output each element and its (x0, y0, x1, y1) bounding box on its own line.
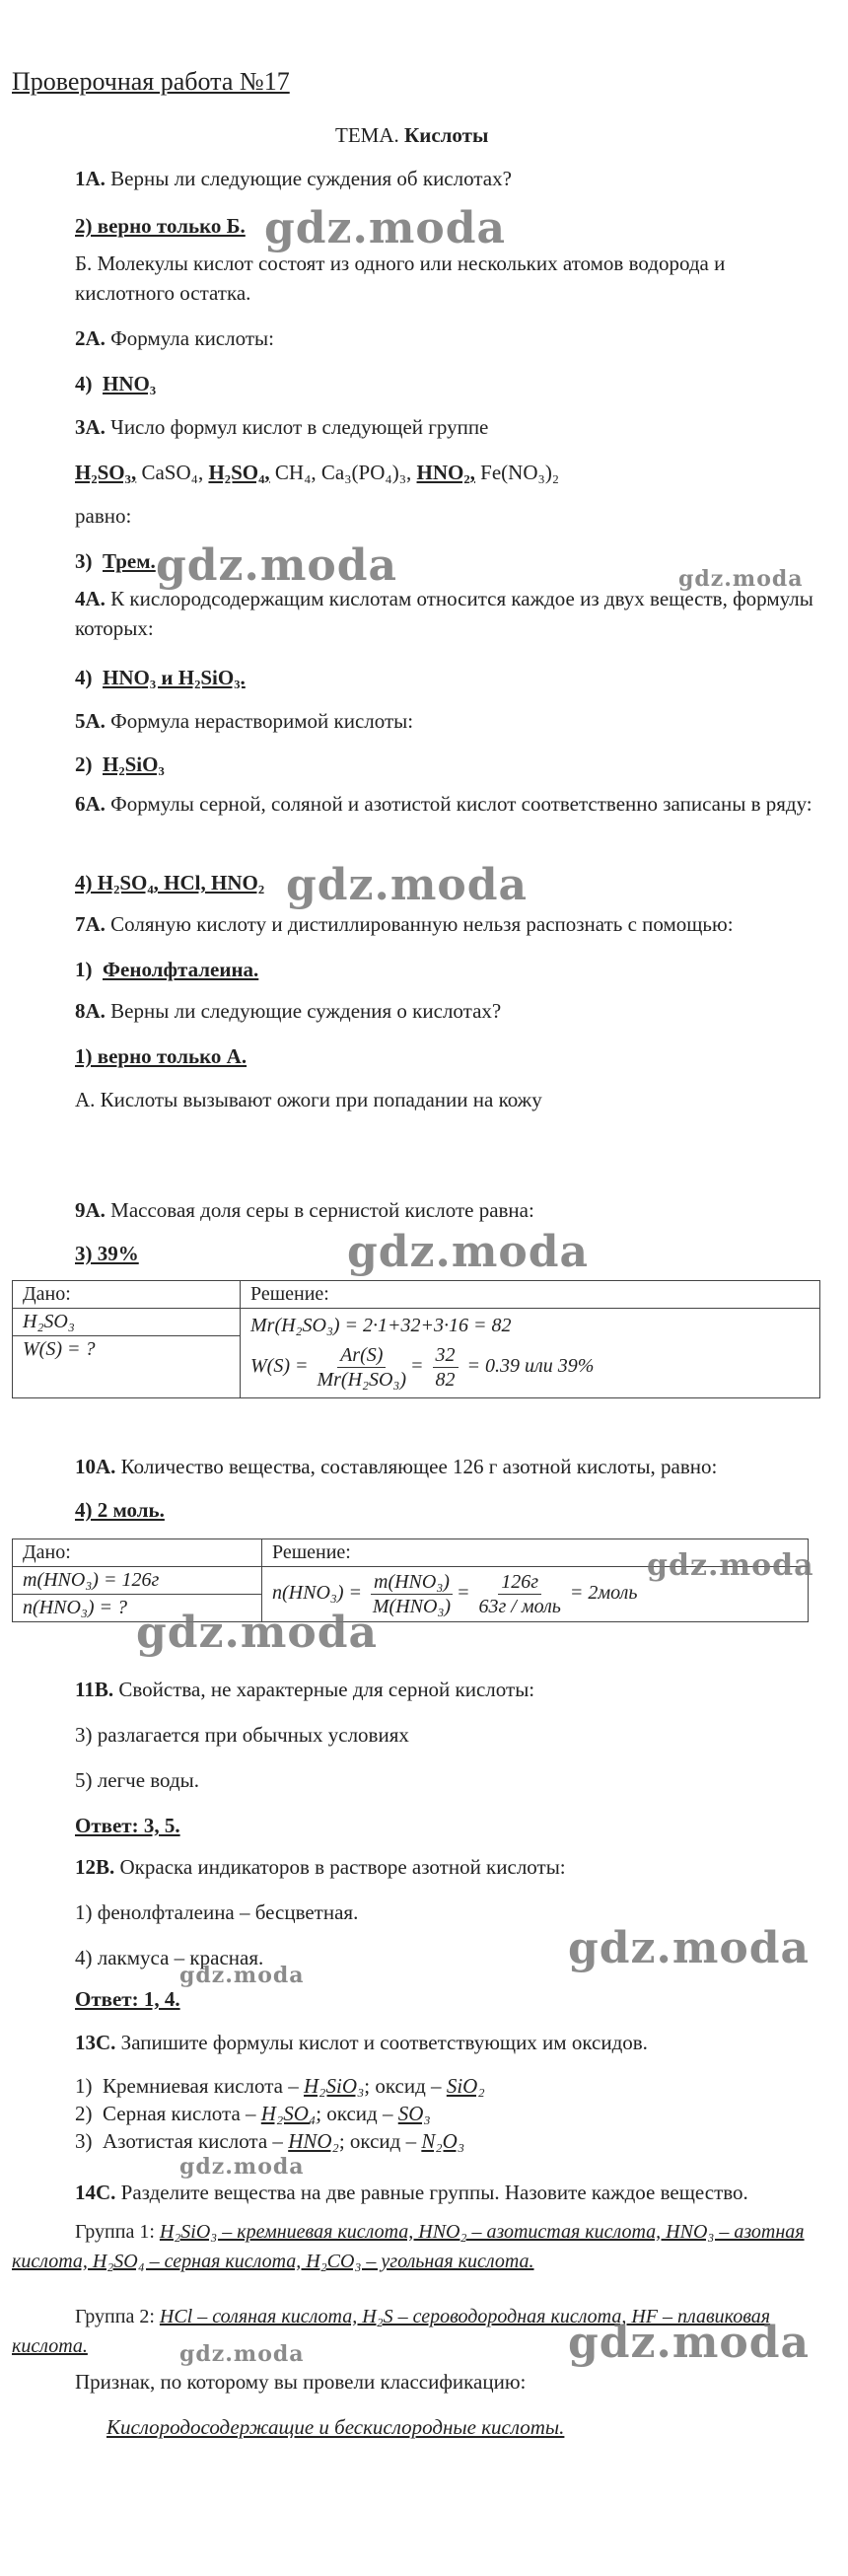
question-number: 13С. (75, 2031, 116, 2054)
question-text: Разделите вещества на две равные группы. Назовите каждое вещество. (120, 2181, 748, 2204)
question-number: 6А. (75, 792, 106, 816)
question-text: К кислородсодержащим кислотам относится каждое из двух веществ, формулы которых: (75, 587, 813, 640)
question-4 (75, 584, 824, 643)
answer-number: 4) (75, 372, 93, 395)
oxide-formula: N₂O₃ (421, 2129, 465, 2153)
question-number: 8А. (75, 999, 106, 1023)
question-1 (75, 166, 512, 191)
answer-3 (75, 548, 156, 574)
question-11 (75, 1677, 534, 1702)
formula: Fe(NO₃)₂ (480, 461, 560, 484)
topic (335, 122, 488, 148)
question-text: Массовая доля серы в сернистой кислоте равна: (110, 1198, 534, 1222)
page-title: Проверочная работа №17 (12, 67, 290, 96)
formula-left: W(S) = (250, 1355, 309, 1378)
watermark: gdz.moda (179, 2341, 305, 2367)
oxide-label: ; оксид – (338, 2129, 417, 2153)
fraction (478, 1570, 560, 1618)
oxide-label: ; оксид – (364, 2074, 442, 2098)
criterion-answer: Кислородосодержащие и бескислородные кислоты. (106, 2415, 565, 2439)
answer-9: 3) 39% (75, 1242, 139, 1265)
acid-name: Кремниевая кислота – (103, 2074, 299, 2098)
question-7 (75, 911, 734, 937)
question-text: Свойства, не характерные для серной кислоты: (118, 1678, 535, 1701)
solution-header: Решение: (241, 1281, 820, 1309)
row-number: 1) (75, 2074, 93, 2098)
numerator: m(HNO₃) (371, 1570, 453, 1595)
given-header: Дано: (13, 1539, 262, 1567)
answer-text: Трем. (103, 549, 156, 573)
group-content: HCl – соляная кислота, H₂S – сероводородная кислота, HF – плавиковая кислота. (12, 2306, 771, 2357)
answer-text: HNO₃ (103, 372, 157, 395)
question-number: 7А. (75, 912, 106, 936)
formula-acid: H₂SO₃, (75, 461, 137, 484)
list-item: 1) фенолфталеина – бесцветная. (75, 1900, 359, 1924)
question-text: Верны ли следующие суждения об кислотах? (110, 167, 512, 190)
answer-11: Ответ: 3, 5. (75, 1814, 180, 1837)
watermark: gdz.moda (264, 203, 507, 253)
explanation-8: А. Кислоты вызывают ожоги при попадании на кожу (75, 1088, 542, 1111)
answer-5 (75, 751, 165, 777)
formula-right: = 2моль (569, 1582, 638, 1605)
acid-row (75, 2073, 485, 2099)
denominator: Mr(H₂SO₃) (317, 1369, 407, 1391)
answer-2 (75, 371, 156, 396)
fraction (317, 1343, 406, 1392)
given-unknown: W(S) = ? (13, 1336, 241, 1398)
topic-label: ТЕМА. (335, 123, 399, 147)
numerator: Ar(S) (337, 1343, 386, 1368)
question-text: Верны ли следующие суждения о кислотах? (110, 999, 502, 1023)
given-mass: m(HNO₃) = 126г (13, 1567, 262, 1595)
formula-acid: H₂SO₄, (208, 461, 270, 484)
answer-number: 1) (75, 958, 93, 981)
denominator: M(HNO₃) (372, 1596, 452, 1617)
answer-number: 3) (75, 549, 93, 573)
answer-1: 2) верно только Б. (75, 214, 246, 238)
solution-body: n(HNO₃) = $\frac{\text{m(HNO₃)}}{\text{M(HNO₃)}}$ = $\frac{126г}{\text{63г / моль}}$ = 2моль (262, 1567, 809, 1622)
question-number: 14С. (75, 2181, 116, 2204)
question-text: Формулы серной, соляной и азотистой кислот соответственно записаны в ряду: (110, 792, 813, 816)
answer-8: 1) верно только А. (75, 1044, 247, 1068)
question-number: 4А. (75, 587, 106, 610)
given-formula: H₂SO₃ (13, 1309, 241, 1336)
question-number: 10А. (75, 1455, 116, 1478)
answer-number: 4) (75, 666, 93, 689)
oxide-formula: SO₃ (397, 2102, 431, 2125)
formula-left: n(HNO₃) = (272, 1582, 362, 1605)
oxide-label: ; оксид – (316, 2102, 393, 2125)
numerator: 32 (433, 1343, 459, 1368)
answer-4 (75, 665, 246, 690)
question-3 (75, 414, 488, 440)
formula-right: = 0.39 или 39% (466, 1355, 595, 1378)
group-label: Группа 1: (75, 2221, 155, 2243)
question-14 (75, 2180, 748, 2205)
watermark: gdz.moda (647, 1548, 814, 1583)
question-number: 2А. (75, 326, 106, 350)
answer-12: Ответ: 1, 4. (75, 1987, 180, 2011)
question-number: 1А. (75, 167, 106, 190)
watermark: gdz.moda (156, 540, 398, 591)
question-text: Соляную кислоту и дистиллированную нельзя распознать с помощью: (110, 912, 734, 936)
watermark: gdz.moda (286, 860, 529, 910)
group-content: H₂SiO₃ – кремниевая кислота, HNO₂ – азотистая кислота, HNO₃ – азотная кислота, H₂SO₄ – серная кислота, H₂CO₃ – угольная кислота. (12, 2221, 805, 2272)
question-text: Количество вещества, составляющее 126 г азотной кислоты, равно: (120, 1455, 718, 1478)
question-number: 11В. (75, 1678, 114, 1701)
solution-line-2: W(S) = $\frac{Ar(S)}{\text{Mr(H₂SO₃)}}$ = $\frac{32}{82}$ = 0.39 или 39% (250, 1344, 595, 1391)
question-number: 5А. (75, 709, 106, 733)
given-unknown: n(HNO₃) = ? (13, 1595, 262, 1622)
fraction (433, 1343, 459, 1392)
criterion-prompt: Признак, по которому вы провели классификацию: (75, 2370, 527, 2394)
fraction (371, 1570, 453, 1618)
acid-name: Азотистая кислота – (103, 2129, 283, 2153)
watermark: gdz.moda (136, 1608, 379, 1658)
question-5 (75, 708, 413, 734)
question-text: Формула нерастворимой кислоты: (110, 709, 414, 733)
answer-10: 4) 2 моль. (75, 1498, 165, 1522)
question-text: Число формул кислот в следующей группе (110, 415, 489, 439)
denominator: 63г / моль (478, 1596, 561, 1617)
watermark: gdz.moda (347, 1227, 590, 1277)
equals-label: равно: (75, 504, 132, 528)
acid-row (75, 2128, 464, 2154)
acid-formula: H₂SiO₃ (304, 2074, 365, 2098)
question-12 (75, 1854, 566, 1880)
acid-name: Серная кислота – (103, 2102, 256, 2125)
answer-7 (75, 957, 258, 982)
list-item: 5) легче воды. (75, 1768, 199, 1792)
answer-text: H₂SiO₃ (103, 752, 165, 776)
question-6 (75, 789, 824, 819)
formula-acid: HNO₂, (416, 461, 475, 484)
solution-table-9 (12, 1280, 820, 1398)
formula-group (75, 460, 559, 485)
answer-6: 4) H₂SO₄, HCl, HNO₂ (75, 871, 265, 894)
watermark: gdz.moda (179, 1963, 305, 1988)
question-9 (75, 1197, 534, 1223)
question-number: 12В. (75, 1855, 115, 1879)
given-header: Дано: (13, 1281, 241, 1309)
list-item: 4) лакмуса – красная. (75, 1946, 264, 1969)
watermark: gdz.moda (678, 566, 804, 592)
formula: CaSO₄, (141, 461, 204, 484)
list-item: 3) разлагается при обычных условиях (75, 1723, 409, 1747)
question-10 (75, 1454, 717, 1479)
formula: CH₄, Ca₃(PO₄)₃, (274, 461, 412, 484)
question-number: 9А. (75, 1198, 106, 1222)
watermark: gdz.moda (568, 2318, 811, 2368)
oxide-formula: SiO₂ (446, 2074, 485, 2098)
solution-header: Решение: (262, 1539, 809, 1567)
row-number: 3) (75, 2129, 93, 2153)
group-1 (12, 2217, 824, 2276)
answer-text: HNO₃ и H₂SiO₃. (103, 666, 246, 689)
question-2 (75, 325, 274, 351)
group-label: Группа 2: (75, 2306, 155, 2327)
acid-formula: HNO₂ (288, 2129, 339, 2153)
solution-line-1: Mr(H₂SO₃) = 2·1+32+3·16 = 82 (250, 1315, 512, 1336)
watermark: gdz.moda (568, 1923, 811, 1973)
topic-name: Кислоты (404, 123, 489, 147)
watermark: gdz.moda (179, 2154, 305, 2180)
question-text: Окраска индикаторов в растворе азотной кислоты: (119, 1855, 566, 1879)
answer-text: Фенолфталеина. (103, 958, 259, 981)
answer-number: 2) (75, 752, 93, 776)
question-text: Формула кислоты: (110, 326, 274, 350)
denominator: 82 (435, 1369, 456, 1391)
acid-row (75, 2101, 431, 2126)
numerator: 126г (498, 1570, 541, 1595)
question-8 (75, 998, 501, 1024)
row-number: 2) (75, 2102, 93, 2125)
question-13 (75, 2030, 648, 2055)
solution-body (241, 1309, 820, 1398)
question-number: 3А. (75, 415, 106, 439)
acid-formula: H₂SO₄ (260, 2102, 317, 2125)
explanation-1: Б. Молекулы кислот состоят из одного или нескольких атомов водорода и кислотного остатка. (75, 251, 726, 305)
question-text: Запишите формулы кислот и соответствующих им оксидов. (120, 2031, 648, 2054)
